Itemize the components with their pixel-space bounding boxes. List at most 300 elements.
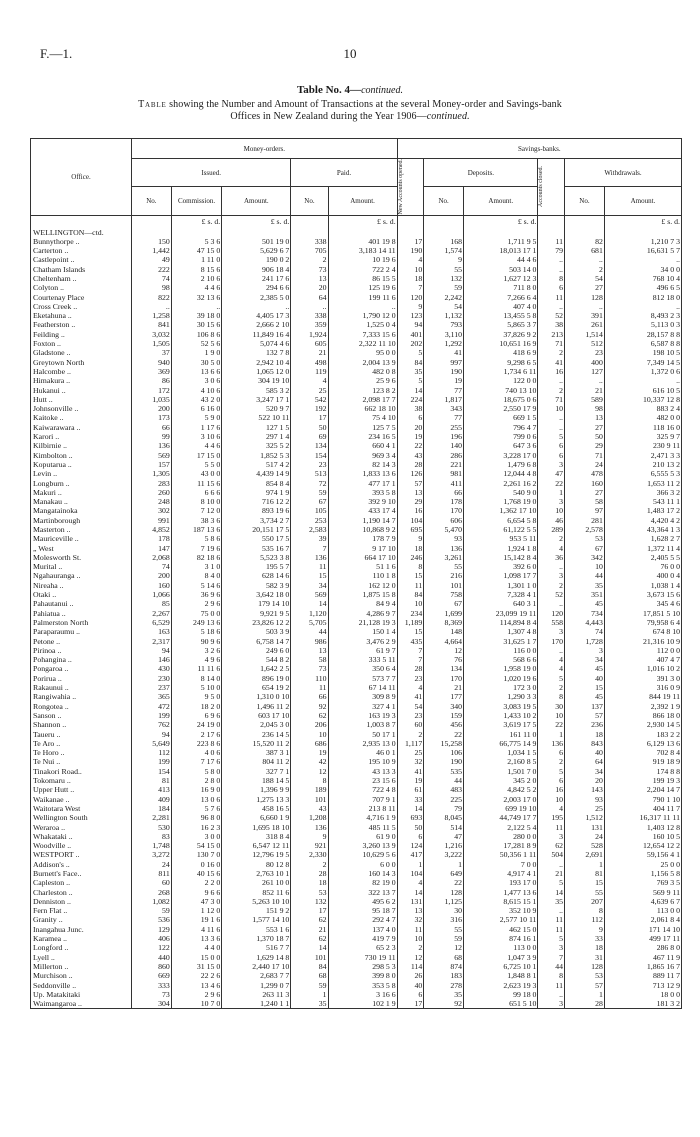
cell-office: Pirinoa .. [31,646,132,655]
cell-issued-amount: 458 16 5 [222,804,291,813]
table-row [31,934,682,943]
units-paid-no [291,215,328,228]
cell-withdrawals-amount: 919 18 9 [604,757,681,766]
cell-issued-amount: 654 19 2 [222,683,291,692]
cell-new-accounts: 7 [397,283,424,292]
cell-withdrawals-no: 734 [565,609,605,618]
cell-deposits-amount: 4,917 4 1 [464,869,538,878]
table-row [31,720,682,729]
table-row [31,757,682,766]
units-new [397,215,424,228]
cell-issued-no: 184 [131,804,171,813]
cell-withdrawals-no: 1 [565,860,605,869]
cell-issued-amount: 896 19 0 [222,674,291,683]
cell-withdrawals-no: 57 [565,981,605,990]
cell-accounts-closed: 3 [538,627,565,636]
cell-issued-no: 112 [131,748,171,757]
table-row [31,683,682,692]
cell-new-accounts: 417 [397,850,424,859]
cell-commission: 8 15 6 [171,265,221,274]
cell-deposits-amount: 392 6 0 [464,562,538,571]
cell-deposits-no: 981 [424,469,464,478]
cell-withdrawals-no: 55 [565,888,605,897]
cell-withdrawals-amount: 674 8 10 [604,627,681,636]
table-row [31,906,682,915]
cell-withdrawals-no: 45 [565,664,605,673]
cell-withdrawals-amount: 16,631 5 7 [604,246,681,255]
cell-withdrawals-no: 44 [565,571,605,580]
cell-commission: 19 1 6 [171,915,221,924]
cell-office: „ West [31,544,132,553]
cell-withdrawals-amount: 769 3 5 [604,878,681,887]
cell-new-accounts: 126 [397,469,424,478]
cell-withdrawals-amount: 391 3 0 [604,674,681,683]
cell-deposits-amount: 161 11 0 [464,730,538,739]
units-withdrawal-amount: £ s. d. [604,215,681,228]
cell-office: Pongaroa .. [31,664,132,673]
cell-issued-amount: 6,660 1 9 [222,813,291,822]
cell-accounts-closed: 5 [538,934,565,943]
cell-new-accounts: 131 [397,897,424,906]
cell-withdrawals-no: 35 [565,581,605,590]
deposits-header: Deposits. [424,159,538,187]
cell-commission: 4 4 6 [171,441,221,450]
table-row [31,367,682,376]
cell-accounts-closed: 14 [538,888,565,897]
cell-accounts-closed: 52 [538,590,565,599]
cell-paid-no: 7 [291,544,328,553]
cell-commission: 130 7 0 [171,850,221,859]
cell-commission: 4 10 6 [171,386,221,395]
cell-commission: 9 5 0 [171,692,221,701]
cell-paid-amount: 2,004 13 9 [328,358,397,367]
cell-issued-amount: 304 19 10 [222,376,291,385]
cell-accounts-closed: 21 [538,869,565,878]
new-accounts-label: New Accounts opened. [397,159,404,215]
cell-issued-no: 940 [131,358,171,367]
cell-withdrawals-amount: 198 10 5 [604,348,681,357]
cell-commission: 1 9 0 [171,348,221,357]
cell-deposits-no: 35 [424,990,464,999]
cell-new-accounts: 35 [397,367,424,376]
cell-paid-no: 134 [291,441,328,450]
cell-withdrawals-amount: 21,316 10 9 [604,637,681,646]
cell-accounts-closed: 11 [538,823,565,832]
cell-paid-amount: 1,875 15 8 [328,590,397,599]
cell-office: Koputarua .. [31,460,132,469]
money-orders-header: Money-orders. [131,139,397,159]
cell-deposits-no: 67 [424,599,464,608]
cell-new-accounts: 6 [397,832,424,841]
cell-commission: 47 15 0 [171,246,221,255]
cell-paid-amount: 61 9 0 [328,832,397,841]
cell-deposits-no: 168 [424,237,464,246]
cell-issued-amount: 6,547 12 11 [222,841,291,850]
cell-deposits-amount: 796 4 7 [464,423,538,432]
cell-paid-amount: 2,322 11 10 [328,339,397,348]
cell-deposits-amount: 2,550 17 9 [464,404,538,413]
cell-withdrawals-no: 3 [565,646,605,655]
cell-withdrawals-amount: 79,958 6 4 [604,618,681,627]
cell-commission: 47 3 0 [171,897,221,906]
cell-office: Sanson .. [31,711,132,720]
cell-office: Otaki .. [31,590,132,599]
cell-commission: 3 1 0 [171,562,221,571]
cell-issued-amount: 1,240 1 1 [222,999,291,1009]
cell-withdrawals-amount: 1,483 17 2 [604,506,681,515]
cell-withdrawals-amount: 2,061 8 4 [604,915,681,924]
cell-withdrawals-no: 207 [565,897,605,906]
cell-accounts-closed: .. [538,599,565,608]
cell-new-accounts: 29 [397,497,424,506]
cell-deposits-no: 22 [424,878,464,887]
cell-deposits-no: 101 [424,581,464,590]
cell-office: Colyton .. [31,283,132,292]
cell-office: Tokomaru .. [31,776,132,785]
cell-office: Paraparaumu .. [31,627,132,636]
cell-paid-no: 1 [291,990,328,999]
cell-new-accounts: 26 [397,971,424,980]
cell-withdrawals-amount: .. [604,255,681,264]
cell-deposits-no: 12 [424,646,464,655]
cell-withdrawals-no: 45 [565,692,605,701]
cell-withdrawals-no: 342 [565,553,605,562]
table-row [31,441,682,450]
cell-paid-no: 69 [291,432,328,441]
cell-deposits-amount: 12,044 4 8 [464,469,538,478]
table-row [31,413,682,422]
cell-issued-amount: 2,045 3 0 [222,720,291,729]
cell-new-accounts: 32 [397,757,424,766]
cell-paid-no: 4 [291,376,328,385]
cell-withdrawals-amount: 616 10 5 [604,386,681,395]
cell-commission [171,228,221,237]
cell-withdrawals-no: 21 [565,386,605,395]
cell-issued-no: 74 [131,562,171,571]
cell-withdrawals-amount: 171 14 10 [604,925,681,934]
cell-deposits-amount: 651 5 10 [464,999,538,1009]
cell-paid-no: 359 [291,320,328,329]
cell-office: Te Aro .. [31,739,132,748]
cell-deposits-amount: 6,654 5 8 [464,516,538,525]
cell-withdrawals-no: 40 [565,674,605,683]
cell-issued-amount: 387 3 1 [222,748,291,757]
cell-deposits-amount: 640 3 1 [464,599,538,608]
cell-deposits-no: 3,110 [424,330,464,339]
cell-withdrawals-amount: 210 13 2 [604,460,681,469]
cell-issued-amount: 893 19 6 [222,506,291,515]
cell-withdrawals-no: 57 [565,711,605,720]
cell-issued-amount: 582 3 9 [222,581,291,590]
cell-accounts-closed: 8 [538,971,565,980]
cell-office: Wellington South [31,813,132,822]
cell-deposits-amount: 113 0 0 [464,943,538,952]
cell-issued-no: 66 [131,423,171,432]
cell-issued-amount: 1,577 14 10 [222,915,291,924]
cell-accounts-closed: 6 [538,776,565,785]
cell-paid-no: 119 [291,367,328,376]
cell-office: Pohangina .. [31,655,132,664]
cell-issued-amount: 716 12 2 [222,497,291,506]
cell-withdrawals-amount: 1,156 5 8 [604,869,681,878]
cell-office: Kimbolton .. [31,451,132,460]
cell-deposits-amount: 50,356 1 11 [464,850,538,859]
cell-deposits-amount: 1,098 17 7 [464,571,538,580]
cell-issued-amount: 2,763 10 1 [222,869,291,878]
cell-deposits-no: 148 [424,627,464,636]
cell-new-accounts: 14 [397,804,424,813]
table-title-continued: continued. [361,85,403,96]
cell-office: Halcombe .. [31,367,132,376]
cell-deposits-no: 343 [424,404,464,413]
cell-deposits-amount: 352 10 9 [464,906,538,915]
cell-withdrawals-amount: 768 10 4 [604,274,681,283]
cell-issued-amount: 80 12 8 [222,860,291,869]
cell-withdrawals-no: 40 [565,748,605,757]
cell-deposits-amount: 18,675 0 6 [464,395,538,404]
cell-deposits-amount: 1,290 3 3 [464,692,538,701]
cell-paid-no: 2,330 [291,850,328,859]
cell-withdrawals-amount: 790 1 10 [604,795,681,804]
page-header [0,46,700,66]
cell-withdrawals-no: 34 [565,655,605,664]
cell-withdrawals-no: 528 [565,841,605,850]
cell-issued-amount: 9,921 9 5 [222,609,291,618]
cell-new-accounts: 12 [397,953,424,962]
cell-new-accounts: 15 [397,627,424,636]
table-row [31,255,682,264]
cell-deposits-no: 340 [424,702,464,711]
cell-issued-no: 85 [131,599,171,608]
table-row [31,878,682,887]
cell-paid-no: 498 [291,358,328,367]
cell-deposits-amount: 407 4 0 [464,302,538,311]
cell-deposits-amount: 10,651 16 9 [464,339,538,348]
cell-issued-no: 173 [131,413,171,422]
cell-commission: 5 9 0 [171,413,221,422]
cell-office: Eketahuna .. [31,311,132,320]
cell-paid-no: 513 [291,469,328,478]
cell-issued-no: 268 [131,888,171,897]
cell-new-accounts: 10 [397,599,424,608]
cell-new-accounts: 202 [397,339,424,348]
cell-office: Manakau .. [31,497,132,506]
cell-commission: 30 15 6 [171,320,221,329]
cell-deposits-no: 170 [424,674,464,683]
cell-paid-no: 105 [291,506,328,515]
cell-withdrawals-amount: 713 12 9 [604,981,681,990]
cell-issued-no: 406 [131,934,171,943]
table-row [31,293,682,302]
cell-withdrawals-amount: 400 0 4 [604,571,681,580]
cell-new-accounts: 11 [397,581,424,590]
accounts-closed-label: Accounts closed. [538,166,545,208]
cell-office: Rangiwahia .. [31,692,132,701]
cell-paid-no: 8 [291,776,328,785]
cell-commission: 3 0 6 [171,376,221,385]
cell-withdrawals-no: 1,512 [565,813,605,822]
cell-paid-amount: 3,476 2 9 [328,637,397,646]
transactions-table [30,138,682,1009]
cell-paid-amount: 178 7 9 [328,534,397,543]
cell-deposits-no: 3,261 [424,553,464,562]
table-row [31,534,682,543]
cell-office: Johnsonville .. [31,404,132,413]
cell-commission: 223 8 6 [171,739,221,748]
cell-deposits-no: 44 [424,776,464,785]
cell-withdrawals-no: .. [565,376,605,385]
cell-issued-no: 2,317 [131,637,171,646]
cell-withdrawals-no: 24 [565,832,605,841]
cell-accounts-closed: 120 [538,609,565,618]
cell-new-accounts: 15 [397,571,424,580]
cell-withdrawals-no: 236 [565,720,605,729]
cell-withdrawals-amount: 467 11 9 [604,953,681,962]
cell-office: Te Horo .. [31,748,132,757]
cell-deposits-no: 997 [424,358,464,367]
cell-issued-amount: 4,439 14 9 [222,469,291,478]
cell-accounts-closed: 22 [538,720,565,729]
cell-commission: 82 18 6 [171,553,221,562]
cell-accounts-closed: 8 [538,692,565,701]
cell-office: Seddonville .. [31,981,132,990]
units-commission: £ s. d. [171,215,221,228]
cell-paid-no: 253 [291,516,328,525]
table-row [31,599,682,608]
cell-deposits-amount: 1,924 1 8 [464,544,538,553]
cell-new-accounts: 104 [397,869,424,878]
cell-deposits-no: 132 [424,274,464,283]
cell-accounts-closed: 558 [538,618,565,627]
cell-withdrawals-amount: 1,372 0 6 [604,367,681,376]
cell-office: Kilbirnie .. [31,441,132,450]
cell-issued-no: 147 [131,544,171,553]
cell-new-accounts: 17 [397,999,424,1009]
cell-issued-no: 5,649 [131,739,171,748]
cell-paid-amount: 23 15 6 [328,776,397,785]
cell-issued-no: 94 [131,730,171,739]
cell-office: Mangatainoka [31,506,132,515]
cell-deposits-no: 55 [424,265,464,274]
table-row [31,395,682,404]
cell-paid-no: 20 [291,283,328,292]
cell-deposits-amount: 2,003 17 0 [464,795,538,804]
cell-office: Karamea .. [31,934,132,943]
cell-accounts-closed: 5 [538,674,565,683]
cell-commission: 75 0 0 [171,609,221,618]
cell-issued-amount: 297 1 4 [222,432,291,441]
cell-commission: 106 8 6 [171,330,221,339]
cell-issued-no: 2,068 [131,553,171,562]
cell-withdrawals-no: 681 [565,246,605,255]
cell-paid-amount: 1,003 8 7 [328,720,397,729]
cell-deposits-amount: 37,826 9 2 [464,330,538,339]
cell-paid-no: 39 [291,534,328,543]
cell-withdrawals-no: 128 [565,962,605,971]
cell-deposits-amount: 503 14 0 [464,265,538,274]
cell-withdrawals-amount: 2,471 3 3 [604,451,681,460]
cell-paid-no: 43 [291,804,328,813]
cell-paid-no: 1,208 [291,813,328,822]
cell-withdrawals-no: 478 [565,469,605,478]
cell-commission: 2 2 0 [171,878,221,887]
cell-withdrawals-amount: .. [604,376,681,385]
cell-deposits-amount: 2,577 10 11 [464,915,538,924]
cell-issued-amount: 603 17 10 [222,711,291,720]
cell-new-accounts: 2 [397,943,424,952]
cell-paid-amount: 3,183 14 11 [328,246,397,255]
cell-paid-amount: 65 2 3 [328,943,397,952]
cell-issued-no: 762 [131,720,171,729]
cell-issued-amount: 5,523 3 8 [222,553,291,562]
cell-paid-no: 59 [291,488,328,497]
cell-accounts-closed [538,228,565,237]
cell-office: Fern Flat .. [31,906,132,915]
cell-issued-no: 163 [131,627,171,636]
cell-office: Kaitoke .. [31,413,132,422]
cell-issued-no: 1,258 [131,311,171,320]
cell-withdrawals-amount: 4,639 6 7 [604,897,681,906]
cell-office: Longburn .. [31,479,132,488]
cell-office: Rakaunui .. [31,683,132,692]
cell-paid-amount: 82 19 0 [328,878,397,887]
cell-deposits-amount: 2,623 19 3 [464,981,538,990]
table-row [31,423,682,432]
cell-paid-no: 28 [291,869,328,878]
cell-paid-amount: 95 18 7 [328,906,397,915]
table-row [31,330,682,339]
cell-deposits-no: 66 [424,488,464,497]
cell-withdrawals-no: 589 [565,395,605,404]
cell-issued-no: 6,529 [131,618,171,627]
cell-paid-amount: 393 5 8 [328,488,397,497]
cell-new-accounts: 1 [397,860,424,869]
cell-commission: 1 17 6 [171,423,221,432]
cell-deposits-no: 55 [424,562,464,571]
cell-commission: 96 8 0 [171,813,221,822]
cell-withdrawals-no: .. [565,255,605,264]
caption-lead: Table [138,99,167,110]
cell-issued-amount: 501 19 0 [222,237,291,246]
caption-continued: continued. [426,111,470,122]
cell-withdrawals-amount: 543 11 1 [604,497,681,506]
cell-commission: 90 9 6 [171,637,221,646]
cell-paid-no: 921 [291,841,328,850]
cell-deposits-amount: 1,711 9 5 [464,237,538,246]
cell-issued-amount: 23,826 12 2 [222,618,291,627]
cell-deposits-no: 93 [424,534,464,543]
cell-commission: 6 16 0 [171,404,221,413]
cell-deposits-amount: 44,749 17 7 [464,813,538,822]
cell-issued-amount: 15,520 11 2 [222,739,291,748]
table-row [31,274,682,283]
cell-accounts-closed: 11 [538,925,565,934]
cell-withdrawals-no: 4,443 [565,618,605,627]
cell-accounts-closed: 504 [538,850,565,859]
cell-issued-amount: 1,852 5 3 [222,451,291,460]
cell-commission: 1 11 0 [171,255,221,264]
cell-commission: 13 4 6 [171,981,221,990]
cell-deposits-no: 606 [424,516,464,525]
table-row [31,627,682,636]
withdrawals-header: Withdrawals. [565,159,682,187]
cell-paid-no: 21 [291,348,328,357]
cell-paid-no: 17 [291,413,328,422]
cell-paid-amount: 163 19 3 [328,711,397,720]
cell-withdrawals-amount: 17,851 5 10 [604,609,681,618]
cell-withdrawals-no: 34 [565,767,605,776]
cell-paid-no: 66 [291,692,328,701]
